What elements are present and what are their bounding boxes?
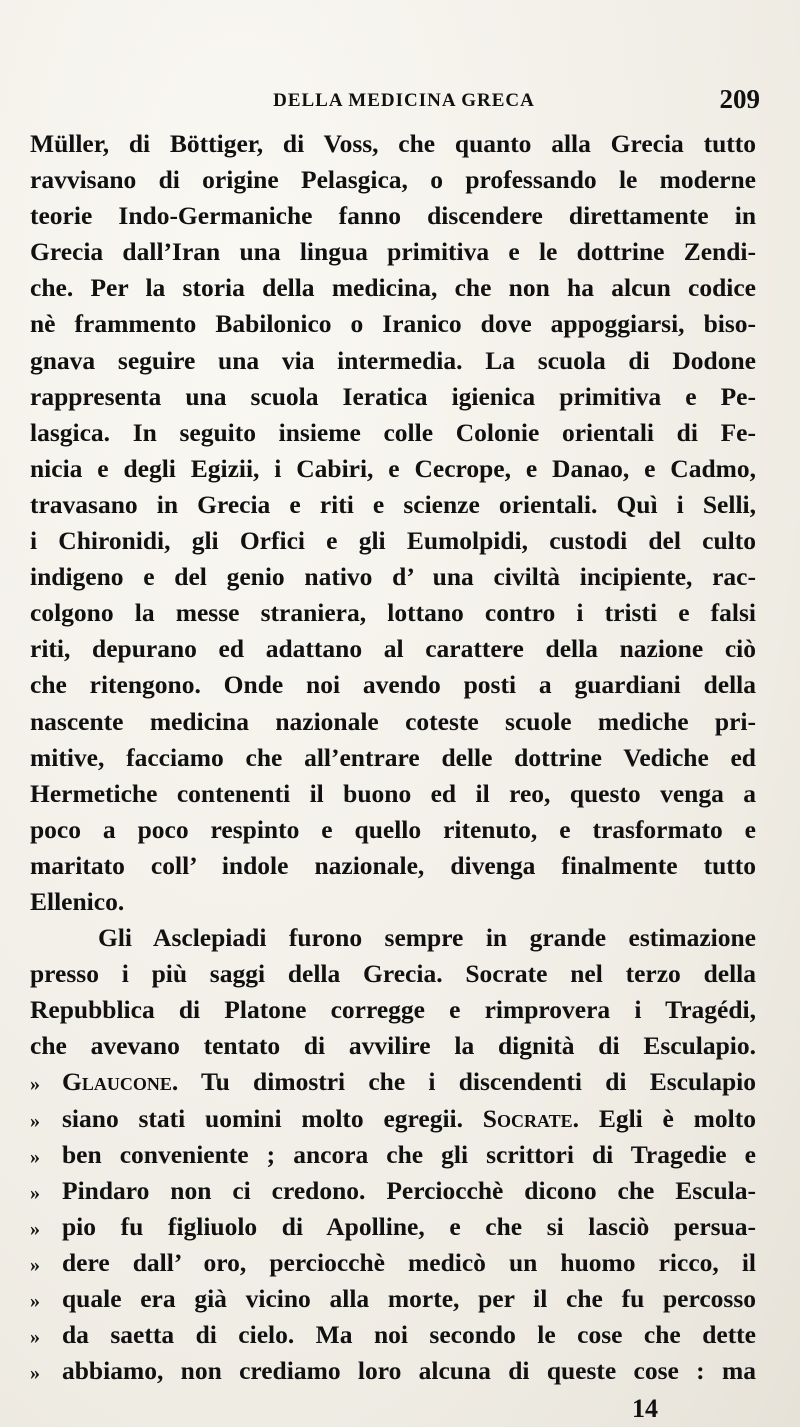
dialogue-line xyxy=(30,1137,756,1173)
text-line: che. Per la storia della medicina, che non ha alcun codice xyxy=(30,273,756,303)
text-line: Ellenico. xyxy=(30,886,125,916)
dialogue-line xyxy=(30,1281,756,1317)
quote-mark: » xyxy=(30,1326,40,1349)
text-line: presso i più saggi della Grecia. Socrate nel terzo della xyxy=(30,959,756,989)
text-line: rappresenta una scuola Ieratica igienica primitiva e Pe- xyxy=(30,381,756,411)
dialogue-text: Tu dimostri che i discendenti di Esculapio xyxy=(200,1067,756,1097)
text-line: teorie Indo-Germaniche fanno discendere direttamente in xyxy=(30,201,756,231)
text-line: nascente medicina nazionale coteste scuole mediche pri- xyxy=(30,706,756,736)
dialogue-text: siano stati uomini molto egregii. xyxy=(62,1103,463,1133)
text-line: maritato coll’ indole nazionale, divenga finalmente tutto xyxy=(30,850,756,880)
dialogue-text: dere dall’ oro, perciocchè medicò un huomo ricco, il xyxy=(62,1247,756,1277)
text-line: mitive, facciamo che all’entrare delle dottrine Vediche ed xyxy=(30,742,756,772)
text-line: ravvisano di origine Pelasgica, o professando le moderne xyxy=(30,165,756,195)
text-line: indigeno e del genio nativo d’ una civiltà incipiente, rac- xyxy=(30,562,756,592)
text-line: gnava seguire una via intermedia. La scuola di Dodone xyxy=(30,345,756,375)
quote-mark: » xyxy=(30,1290,40,1312)
running-title: DELLA MEDICINA GRECA xyxy=(273,90,535,111)
speaker-name: Socrate. xyxy=(482,1103,580,1133)
text-line: lasgica. In seguito insieme colle Colonie orientali di Fe- xyxy=(30,417,756,447)
dialogue-text: da saetta di cielo. Ma noi secondo le cose che dette xyxy=(62,1320,756,1350)
text-line: nè frammento Babilonico o Iranico dove appoggiarsi, biso- xyxy=(30,309,756,339)
body-text xyxy=(30,126,756,1389)
dialogue-text: quale era già vicino alla morte, per il che fu percosso xyxy=(62,1284,756,1313)
dialogue-line xyxy=(30,1064,756,1100)
dialogue-line xyxy=(30,1317,756,1353)
quote-mark: » xyxy=(30,1217,40,1240)
text-line: Müller, di Böttiger, di Voss, che quanto alla Grecia tutto xyxy=(30,129,756,158)
dialogue-line xyxy=(30,1209,756,1245)
quote-mark: » xyxy=(30,1145,40,1168)
speaker-name: Glaucone. xyxy=(62,1067,179,1097)
dialogue-text: ben conveniente ; ancora che gli scrittori di Tragedie e xyxy=(62,1139,756,1169)
text-line: Hermetiche contenenti il buono ed il reo, questo venga a xyxy=(30,778,756,808)
text-line: travasano in Grecia e riti e scienze orientali. Quì i Selli, xyxy=(30,489,756,519)
quote-mark: » xyxy=(30,1362,40,1385)
text-line: riti, depurano ed adattano al carattere della nazione ciò xyxy=(30,634,756,664)
dialogue-line xyxy=(30,1173,756,1209)
running-head xyxy=(48,84,760,124)
dialogue-text: Pindaro non ci credono. Perciocchè dicono che Escula- xyxy=(62,1175,756,1205)
text-line: poco a poco respinto e quello ritenuto, e trasformato e xyxy=(30,814,756,844)
text-line: Gli Asclepiadi furono sempre in grande estimazione xyxy=(98,923,756,953)
text-line: Grecia dall’Iran una lingua primitiva e le dottrine Zendi- xyxy=(30,237,756,267)
text-line: che avevano tentato di avvilire la dignità di Esculapio. xyxy=(30,1031,756,1061)
text-line: colgono la messe straniera, lottano contro i tristi e falsi xyxy=(30,598,756,628)
text-line: che ritengono. Onde noi avendo posti a guardiani della xyxy=(30,670,756,700)
dialogue-line xyxy=(30,1353,756,1389)
quote-mark: » xyxy=(30,1181,40,1204)
dialogue-text: Egli è molto xyxy=(598,1103,756,1133)
quote-mark: » xyxy=(30,1109,40,1132)
signature-mark: 14 xyxy=(632,1394,658,1423)
text-line: i Chironidi, gli Orfici e gli Eumolpidi, custodi del culto xyxy=(30,526,756,556)
page-number: 209 xyxy=(719,84,760,114)
quote-mark: » xyxy=(30,1073,40,1096)
quote-mark: » xyxy=(30,1253,40,1276)
dialogue-text: pio fu figliuolo di Apolline, e che si lasciò persua- xyxy=(62,1211,756,1241)
dialogue-line xyxy=(30,1245,756,1281)
dialogue-text: abbiamo, non crediamo loro alcuna di queste cose : ma xyxy=(62,1356,756,1386)
text-line: Repubblica di Platone corregge e rimprovera i Tragédi, xyxy=(30,995,756,1025)
dialogue-line xyxy=(30,1101,756,1137)
text-line: nicia e degli Egizii, i Cabiri, e Cecrope, e Danao, e Cadmo, xyxy=(30,453,756,483)
